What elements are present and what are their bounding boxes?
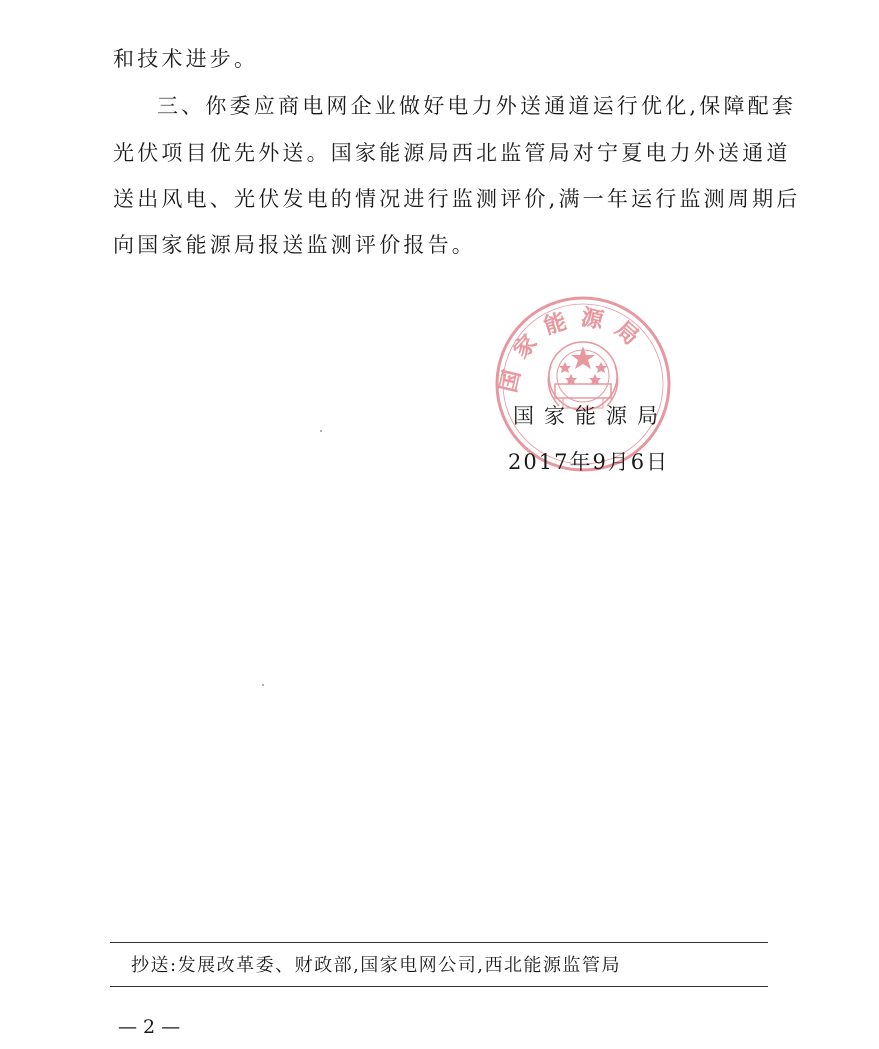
footer-rule-top xyxy=(110,942,768,943)
paragraph-line: 向国家能源局报送监测评价报告。 xyxy=(113,233,476,257)
paragraph-line: 送出风电、光伏发电的情况进行监测评价,满一年运行监测周期后 xyxy=(113,187,801,211)
signing-organization: 国家能源局 xyxy=(513,404,668,428)
footer-rule-bottom xyxy=(110,986,768,987)
scan-speck xyxy=(320,430,322,432)
paragraph-line: 光伏项目优先外送。国家能源局西北监管局对宁夏电力外送通道 xyxy=(113,141,791,165)
page-number: — 2 — xyxy=(118,1016,181,1038)
paragraph-line: 和技术进步。 xyxy=(113,47,259,71)
scan-speck xyxy=(262,684,264,686)
signing-date: 2017年9月6日 xyxy=(508,450,670,474)
paragraph-line: 三、你委应商电网企业做好电力外送通道运行优化,保障配套 xyxy=(157,94,797,118)
cc-distribution-line: 抄送:发展改革委、财政部,国家电网公司,西北能源监管局 xyxy=(131,955,622,976)
seal-text: 国家能源局 xyxy=(496,305,653,395)
